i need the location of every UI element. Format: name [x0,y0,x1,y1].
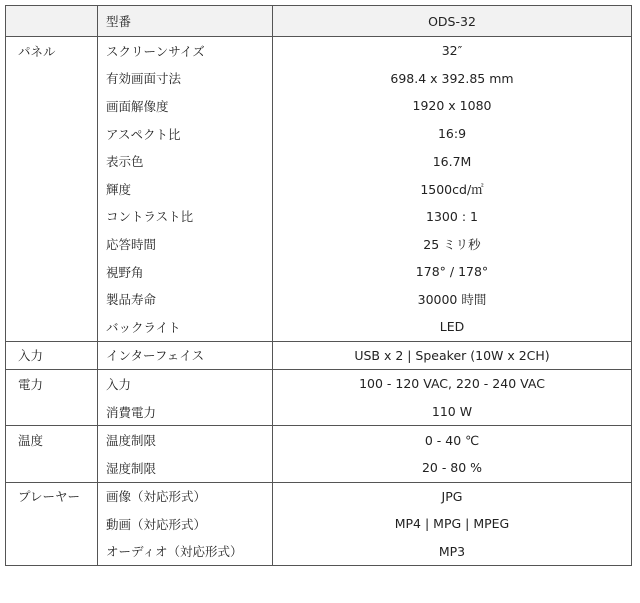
group-spacer [6,203,98,231]
spec-item-label: バックライト [98,313,273,341]
spec-row [6,313,632,341]
spec-item-label: 湿度制限 [98,454,273,482]
spec-row [6,37,632,65]
spec-item-label: 輝度 [98,175,273,203]
group-spacer [6,510,98,538]
spec-value: 1300 : 1 [273,203,632,231]
spec-row [6,147,632,175]
spec-row [6,258,632,286]
spec-row [6,538,632,566]
spec-row [6,426,632,454]
spec-row [6,230,632,258]
spec-row [6,398,632,426]
group-spacer [6,230,98,258]
spec-item-label: 応答時間 [98,230,273,258]
group-spacer [6,65,98,93]
spec-value: 178° / 178° [273,258,632,286]
spec-item-label: 製品寿命 [98,285,273,313]
spec-item-label: アスペクト比 [98,120,273,148]
spec-row [6,285,632,313]
header-group-cell [6,6,98,37]
spec-value: 20 - 80 % [273,454,632,482]
spec-value: 16:9 [273,120,632,148]
spec-value: JPG [273,482,632,510]
group-spacer [6,538,98,566]
spec-value: 0 - 40 ℃ [273,426,632,454]
spec-row [6,482,632,510]
spec-row [6,341,632,370]
spec-item-label: オーディオ（対応形式） [98,538,273,566]
spec-row [6,510,632,538]
spec-row [6,120,632,148]
spec-value: 25 ミリ秒 [273,230,632,258]
group-spacer [6,92,98,120]
spec-item-label: 画面解像度 [98,92,273,120]
spec-row [6,92,632,120]
spec-item-label: 有効画面寸法 [98,65,273,93]
group-spacer [6,258,98,286]
group-spacer [6,398,98,426]
spec-value: 30000 時間 [273,285,632,313]
group-spacer [6,147,98,175]
spec-row [6,203,632,231]
spec-row [6,175,632,203]
group-spacer [6,454,98,482]
spec-item-label: 温度制限 [98,426,273,454]
group-label: 電力 [6,370,98,398]
group-spacer [6,285,98,313]
spec-item-label: コントラスト比 [98,203,273,231]
spec-value: MP3 [273,538,632,566]
header-row [6,6,632,37]
spec-item-label: 画像（対応形式） [98,482,273,510]
spec-value: USB x 2 | Speaker (10W x 2CH) [273,341,632,370]
group-label: プレーヤー [6,482,98,510]
group-spacer [6,175,98,203]
spec-table [5,5,632,566]
spec-item-label: 動画（対応形式） [98,510,273,538]
spec-value: 1920 x 1080 [273,92,632,120]
spec-item-label: インターフェイス [98,341,273,370]
group-label: 入力 [6,341,98,370]
spec-value: 16.7M [273,147,632,175]
group-label: 温度 [6,426,98,454]
spec-row [6,65,632,93]
group-spacer [6,120,98,148]
spec-value: 1500cd/㎡ [273,175,632,203]
spec-value: 110 W [273,398,632,426]
header-item-label: 型番 [98,6,273,37]
spec-item-label: 視野角 [98,258,273,286]
spec-row [6,454,632,482]
header-model-value: ODS-32 [273,6,632,37]
spec-value: LED [273,313,632,341]
spec-item-label: スクリーンサイズ [98,37,273,65]
spec-row [6,370,632,398]
spec-table-body [6,6,632,566]
spec-item-label: 入力 [98,370,273,398]
spec-value: 32″ [273,37,632,65]
spec-item-label: 消費電力 [98,398,273,426]
spec-value: 698.4 x 392.85 mm [273,65,632,93]
group-label: パネル [6,37,98,65]
group-spacer [6,313,98,341]
spec-value: MP4 | MPG | MPEG [273,510,632,538]
spec-value: 100 - 120 VAC, 220 - 240 VAC [273,370,632,398]
spec-item-label: 表示色 [98,147,273,175]
